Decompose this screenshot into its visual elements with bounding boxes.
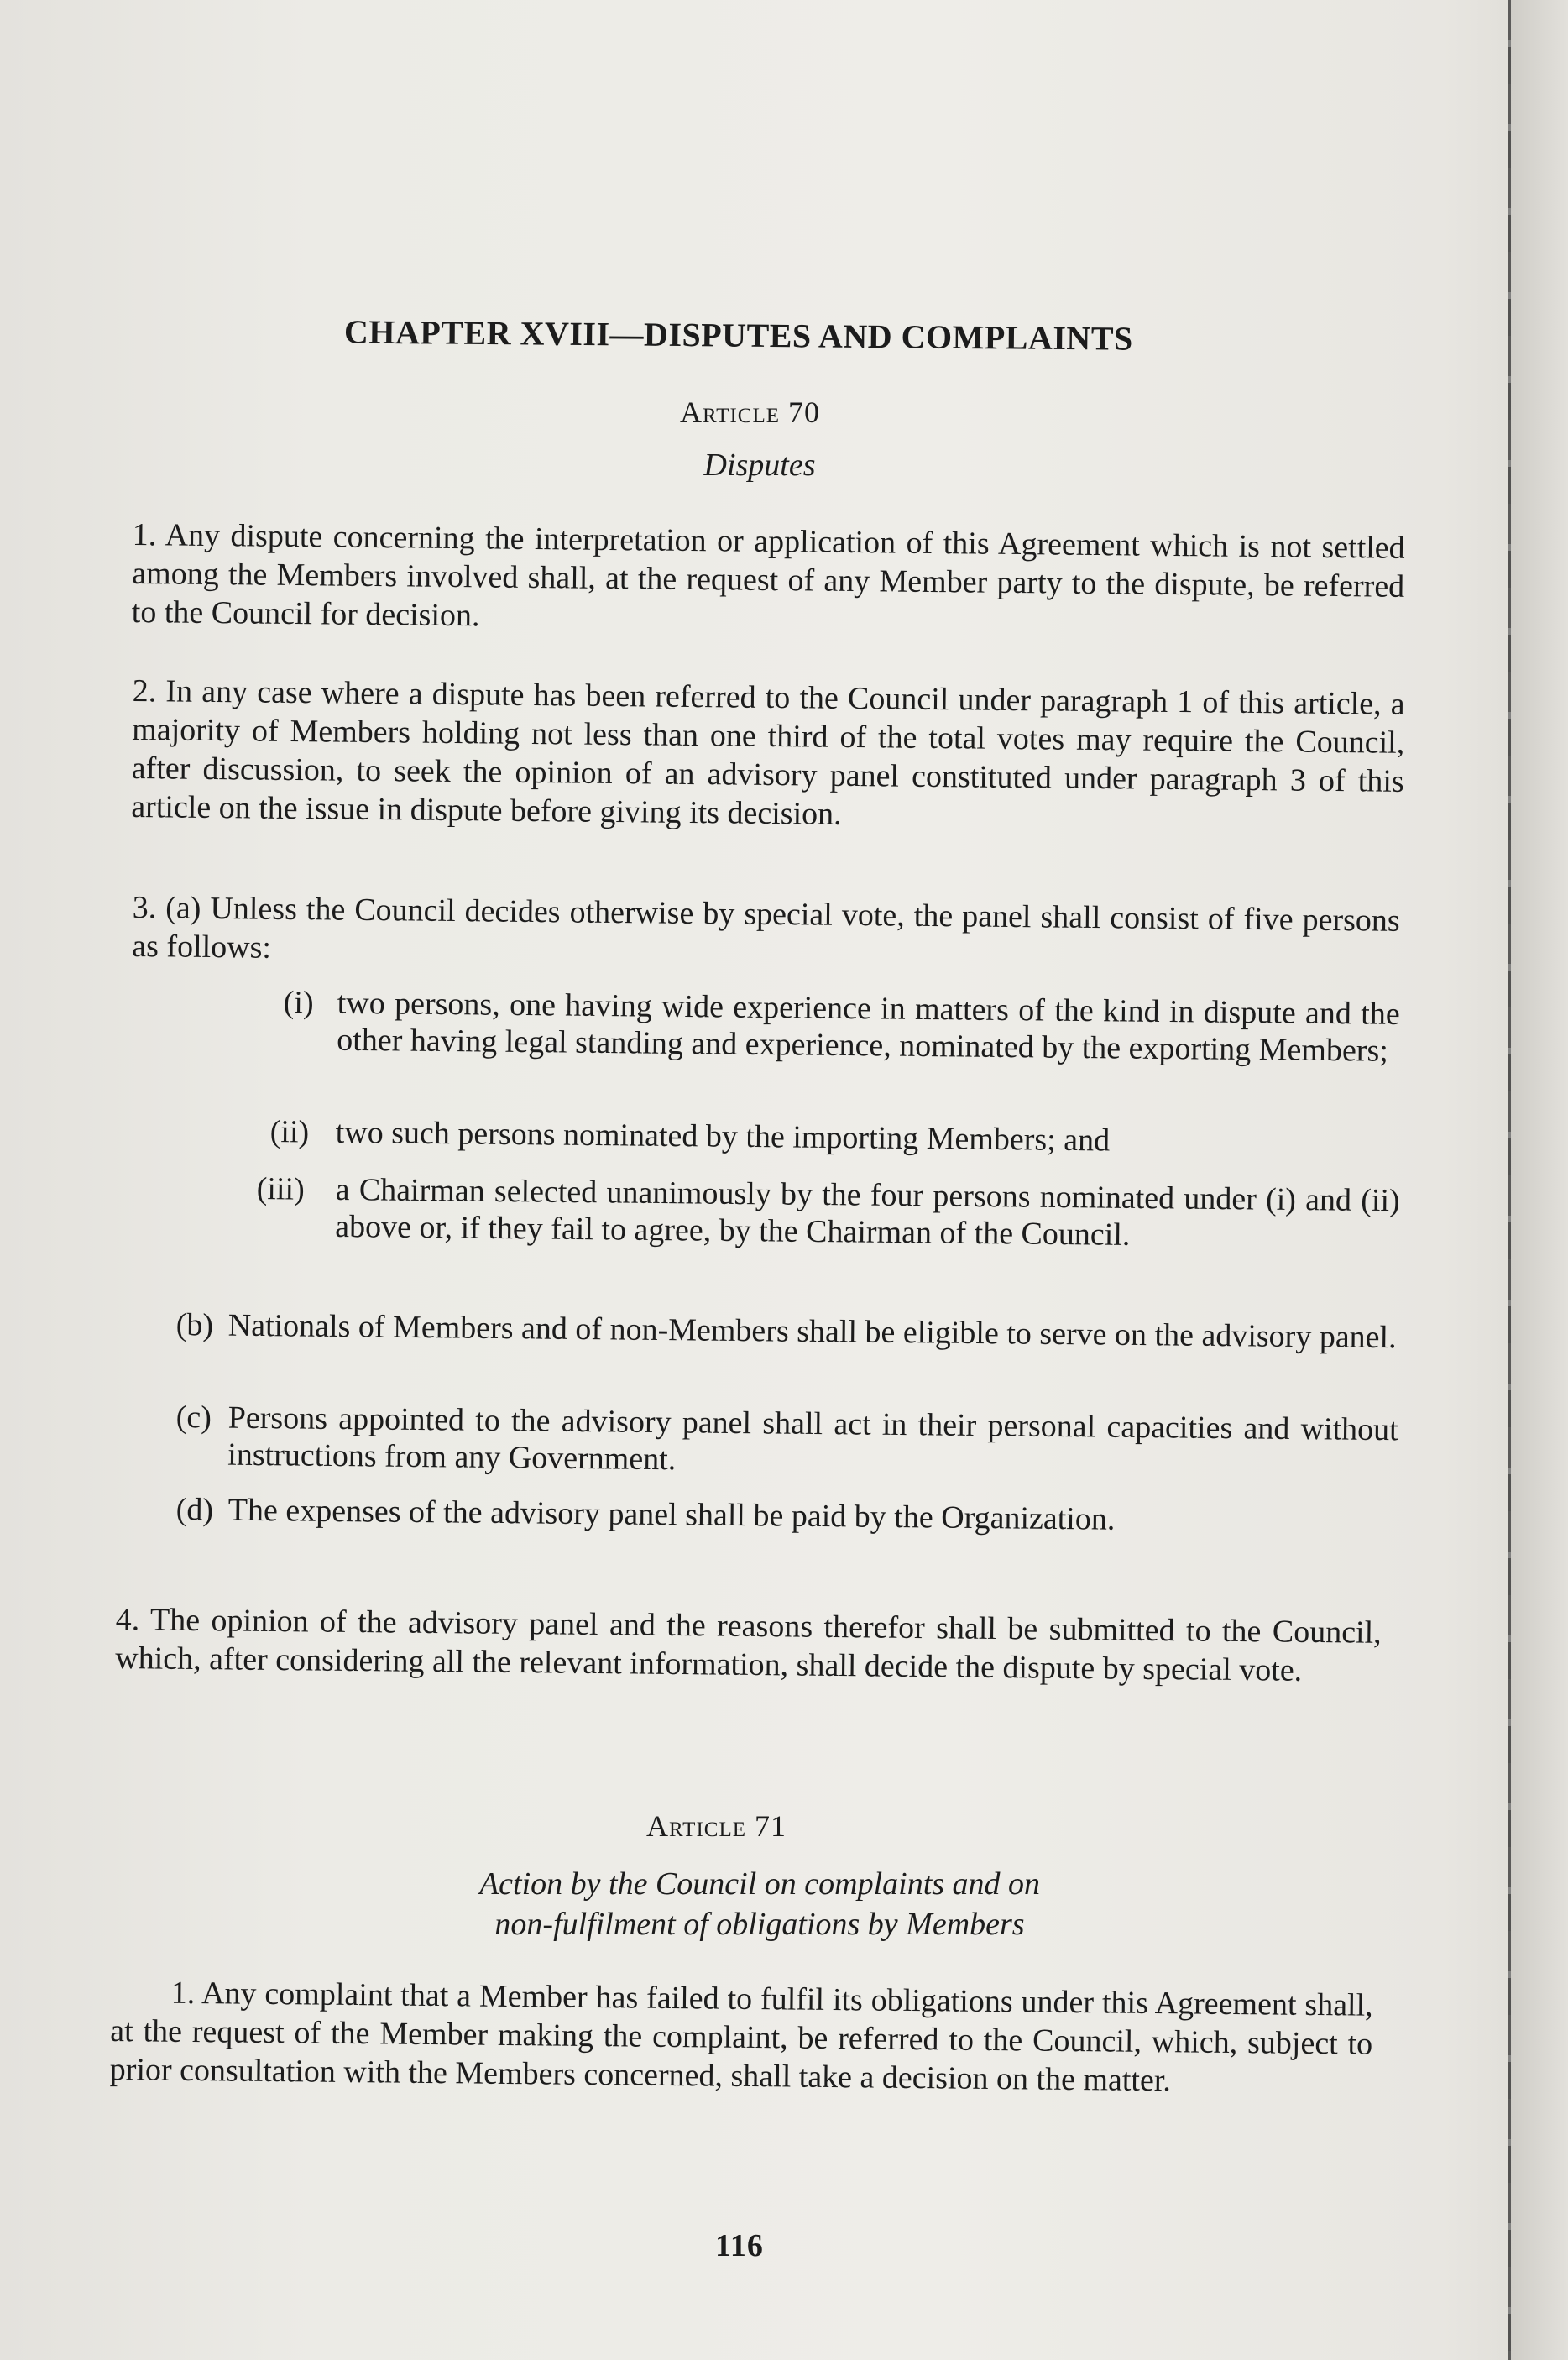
- item-i-text: two persons, one having wide experience in matters of the kind in dispute and the other having legal standing and experience, nominated by the exporting Members;: [337, 985, 1400, 1069]
- item-c-text: Persons appointed to the advisory panel shall act in their personal capacities and without instructions from any Government.: [227, 1400, 1398, 1478]
- paragraph-3-item-i: [283, 984, 1400, 1070]
- paragraph-3-item-d: [176, 1491, 1398, 1541]
- article-70-heading: Article 70: [680, 395, 820, 429]
- page-number: 116: [715, 2228, 764, 2263]
- paragraph-3-item-c: [175, 1399, 1398, 1485]
- item-ii-label: (ii): [269, 1114, 310, 1150]
- paragraph-3-item-iii: [256, 1170, 1400, 1256]
- item-b-label: (b): [175, 1307, 214, 1343]
- paragraph-3-item-ii: [270, 1113, 1400, 1162]
- item-ii-text: two such persons nominated by the importing Members; and: [335, 1114, 1111, 1159]
- article-70-paragraph-3: 3. (a) Unless the Council decides otherwise by special vote, the panel shall consist of five persons as follows:: [132, 889, 1400, 965]
- paragraph-3-item-b: [176, 1306, 1398, 1356]
- article-70-paragraph-1: 1. Any dispute concerning the interpretation or application of this Agreement which is not settled among the Members involved shall, at the request of any Member party to the dispute, be referred to the Council for decision.: [131, 516, 1405, 634]
- chapter-title: CHAPTER XVIII—DISPUTES AND COMPLAINTS: [343, 312, 1133, 358]
- item-i-label: (i): [283, 985, 314, 1021]
- page-edge-shadow: [1511, 0, 1568, 2360]
- article-70-paragraph-2: 2. In any case where a dispute has been referred to the Council under paragraph 1 of this article, a majority of Members holding not less than one third of the total votes may require the Council, after discussion, to seek the opinion of an advisory panel constituted under paragraph 3 of this article on the issue in dispute before giving its decision.: [131, 672, 1405, 832]
- item-d-label: (d): [175, 1492, 214, 1528]
- item-c-label: (c): [175, 1400, 212, 1436]
- article-71-paragraph-1: 1. Any complaint that a Member has failed to fulfil its obligations under this Agreement shall, at the request of the Member making the complaint, be referred to the Council, which, subject to prior consultation with the Members concerned, shall take a decision on the matter.: [109, 1975, 1373, 2099]
- item-iii-label: (iii): [256, 1171, 305, 1207]
- article-70-subtitle: Disputes: [703, 447, 816, 483]
- item-iii-text: a Chairman selected unanimously by the four persons nominated under (i) and (ii) above or, if they fail to agree, by the Chairman of the Council.: [335, 1171, 1400, 1253]
- item-b-text: Nationals of Members and of non-Members shall be eligible to serve on the advisory panel.: [227, 1307, 1397, 1356]
- article-71-heading: Article 71: [646, 1809, 787, 1843]
- article-71-subtitle-line-2: non-fulfilment of obligations by Members: [494, 1907, 1025, 1942]
- article-71-subtitle-line-1: Action by the Council on complaints and on: [478, 1866, 1041, 1902]
- item-d-text: The expenses of the advisory panel shall be paid by the Organization.: [227, 1492, 1116, 1537]
- article-70-paragraph-4: 4. The opinion of the advisory panel and the reasons therefor shall be submitted to the Council, which, after considering all the relevant information, shall decide the dispute by special vote.: [115, 1601, 1382, 1688]
